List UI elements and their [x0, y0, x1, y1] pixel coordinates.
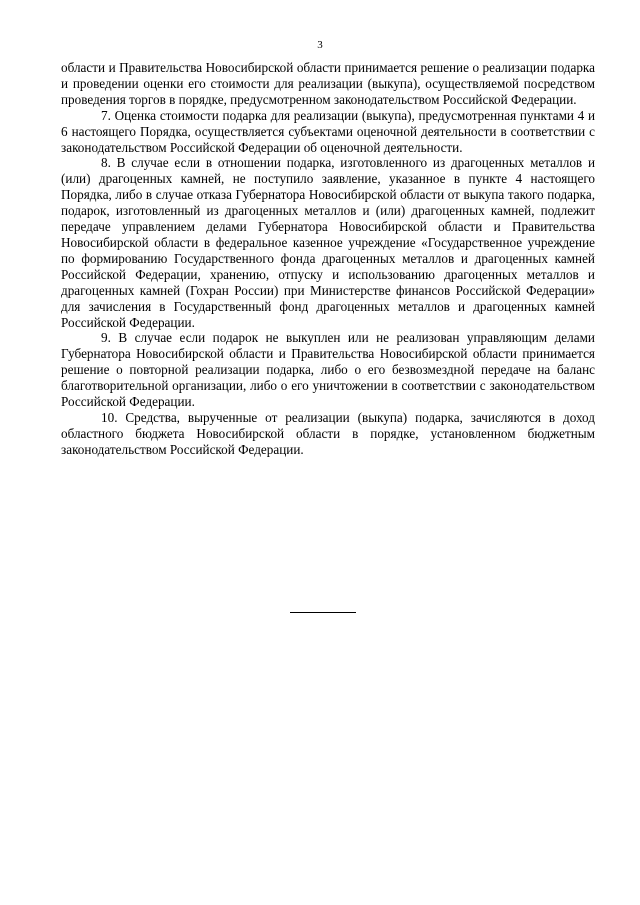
paragraph-continuation: области и Правительства Новосибирской области принимается решение о реализации подарка и проведении оценки его стоимости для реализации (выкупа), осуществляемой посредством проведения торгов в порядке, предусмотренном законодательством Российской Федерации.: [61, 60, 595, 107]
paragraph-item-7: 7. Оценка стоимости подарка для реализации (выкупа), предусмотренная пунктами 4 и 6 настоящего Порядка, осуществляется субъектами оценочной деятельности в соответствии с законодательством Российской Федерации об оценочной деятельности.: [61, 107, 595, 155]
paragraph-item-10: 10. Средства, вырученные от реализации (выкупа) подарка, зачисляются в доход областного бюджета Новосибирской области в порядке, установленном бюджетным законодательством Российской Федерации.: [61, 409, 595, 457]
end-separator-line: [290, 612, 356, 613]
page-number: 3: [317, 39, 323, 51]
document-body: [61, 60, 595, 458]
paragraph-item-8: 8. В случае если в отношении подарка, изготовленного из драгоценных металлов и (или) драгоценных камней, не поступило заявление, указанное в пункте 4 настоящего Порядка, либо в случае отказа Губернатора Новосибирской области от выкупа такого подарка, подарок, изготовленный из драгоценных металлов и (или) драгоценных камней, подлежит передаче управлением делами Губернатора Новосибирской области и Правительства Новосибирской области в федеральное казенное учреждение «Государственное учреждение по формированию Государственного фонда драгоценных металлов и драгоценных камней Российской Федерации, хранению, отпуску и использованию драгоценных металлов и драгоценных камней (Гохран России) при Министерстве финансов Российской Федерации» для зачисления в Государственный фонд драгоценных металлов и драгоценных камней Российской Федерации.: [61, 155, 595, 330]
paragraph-item-9: 9. В случае если подарок не выкуплен или не реализован управляющим делами Губернатора Новосибирской области и Правительства Новосибирской области принимается решение о повторной реализации подарка, либо о его безвозмездной передаче на баланс благотворительной организации, либо о его уничтожении в соответствии с законодательством Российской Федерации.: [61, 330, 595, 410]
